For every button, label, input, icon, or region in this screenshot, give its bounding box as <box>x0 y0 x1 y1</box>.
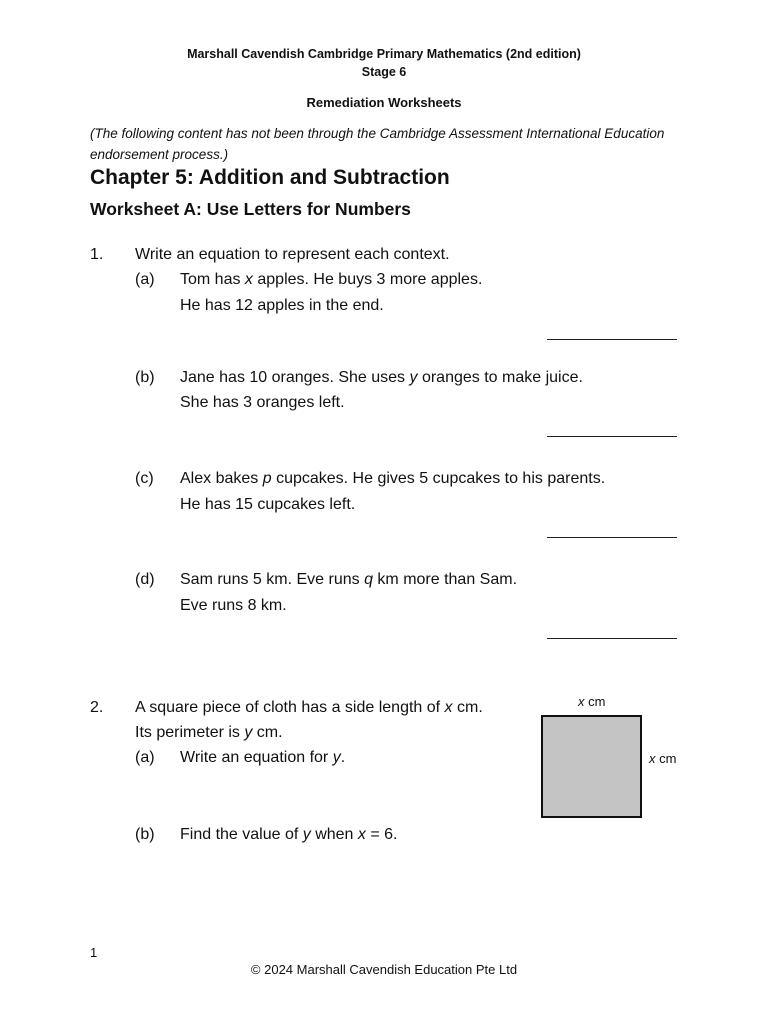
q1b-text-line2: She has 3 oranges left. <box>180 394 345 411</box>
q1a-label: (a) <box>135 271 155 288</box>
question-2-number: 2. <box>90 699 104 716</box>
q1a-text-line1: Tom has x apples. He buys 3 more apples. <box>180 271 483 288</box>
question-2-line2: Its perimeter is y cm. <box>135 724 283 741</box>
question-1-number: 1. <box>90 246 104 263</box>
page-number: 1 <box>90 945 98 960</box>
square-right-dimension-label: x cm <box>649 751 677 766</box>
question-1-prompt: Write an equation to represent each context. <box>135 246 450 263</box>
q1b-answer-line[interactable] <box>547 436 677 437</box>
q1d-text-line2: Eve runs 8 km. <box>180 597 287 614</box>
chapter-title: Chapter 5: Addition and Subtraction <box>90 166 450 189</box>
worksheet-title: Worksheet A: Use Letters for Numbers <box>90 199 411 219</box>
q1a-text-line2: He has 12 apples in the end. <box>180 297 384 314</box>
q1d-answer-line[interactable] <box>547 638 677 639</box>
q1c-label: (c) <box>135 470 154 487</box>
q1d-text-line1: Sam runs 5 km. Eve runs q km more than Sam. <box>180 571 518 588</box>
q2b-label: (b) <box>135 826 155 843</box>
q1a-answer-line[interactable] <box>547 339 677 340</box>
q2b-text: Find the value of y when x = 6. <box>180 826 398 843</box>
square-top-dimension-label: x cm <box>578 694 606 709</box>
q1b-text-line1: Jane has 10 oranges. She uses y oranges to make juice. <box>180 369 583 386</box>
copyright-footer: © 2024 Marshall Cavendish Education Pte Ltd <box>250 962 518 977</box>
book-title: Marshall Cavendish Cambridge Primary Mathematics (2nd edition) <box>187 47 581 61</box>
q2a-text: Write an equation for y. <box>180 749 346 766</box>
question-2-line1: A square piece of cloth has a side length of x cm. <box>135 699 483 716</box>
q1b-label: (b) <box>135 369 155 386</box>
worksheet-series-title: Remediation Worksheets <box>306 95 462 110</box>
q1d-label: (d) <box>135 571 155 588</box>
q1c-text-line2: He has 15 cupcakes left. <box>180 496 356 513</box>
endorsement-note: (The following content has not been through the Cambridge Assessment International Education endorsement process.) <box>90 126 665 162</box>
stage-label: Stage 6 <box>361 65 407 79</box>
square-cloth-figure <box>541 715 642 818</box>
q1c-answer-line[interactable] <box>547 537 677 538</box>
q1c-text-line1: Alex bakes p cupcakes. He gives 5 cupcakes to his parents. <box>180 470 606 487</box>
q2a-label: (a) <box>135 749 155 766</box>
